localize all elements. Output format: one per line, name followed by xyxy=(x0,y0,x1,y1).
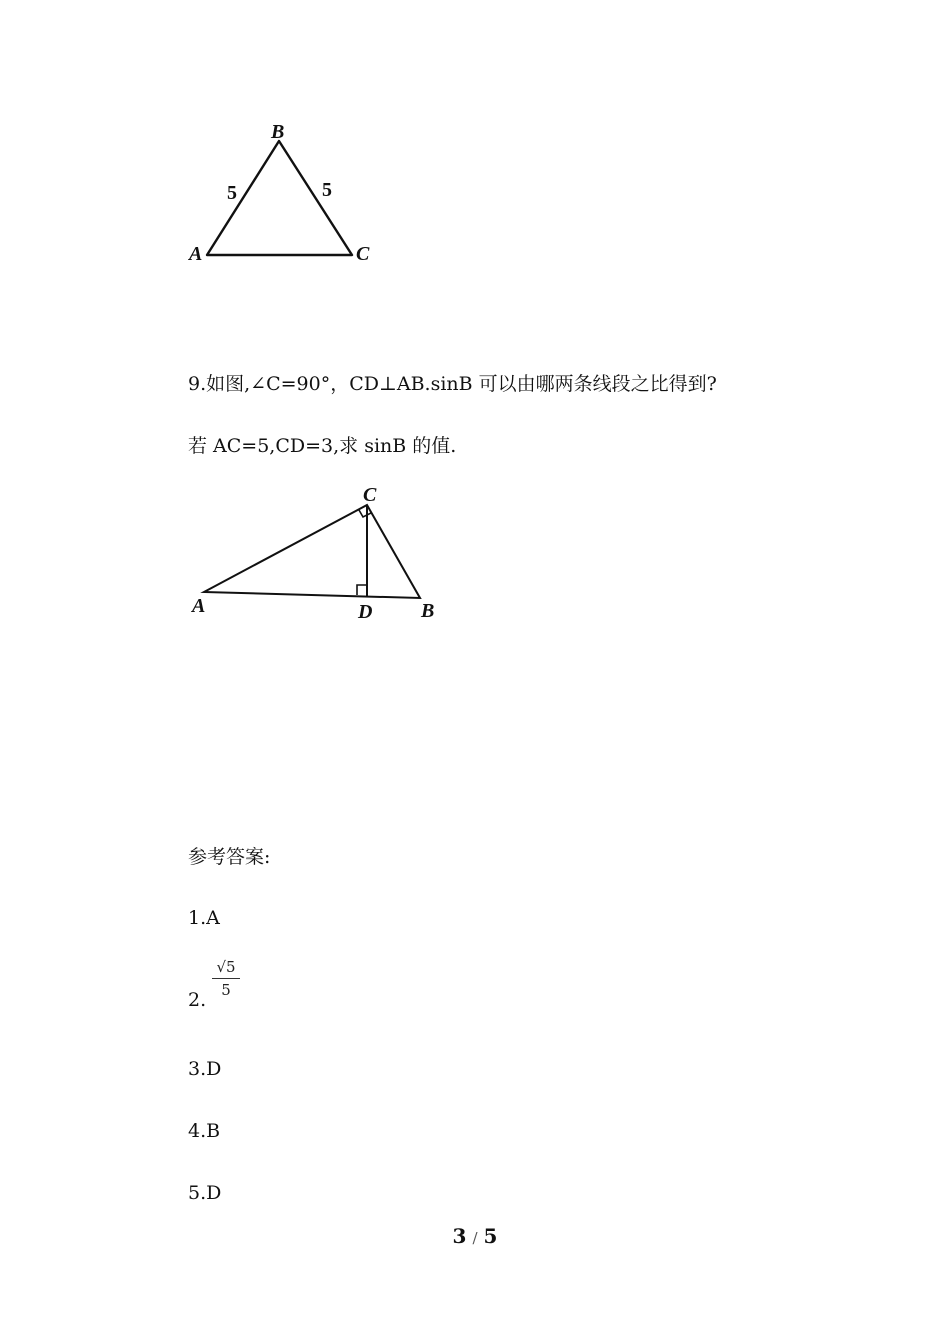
answer-4-value: B xyxy=(206,1120,221,1142)
side-label-ab: 5 xyxy=(227,182,237,204)
answer-5 xyxy=(188,1181,221,1205)
right-angle-mark-c xyxy=(359,510,371,517)
answers-heading: 参考答案: xyxy=(188,846,271,868)
triangle-figure-2 xyxy=(185,478,455,628)
total-pages: 5 xyxy=(483,1224,498,1248)
fraction-denominator: 5 xyxy=(221,981,231,999)
vertex-label-b: B xyxy=(271,121,285,143)
vertex-label-a: A xyxy=(192,595,206,617)
answer-3-number: 3. xyxy=(188,1058,207,1080)
answer-2-fraction xyxy=(212,958,240,999)
answer-1-number: 1. xyxy=(188,907,207,929)
vertex-label-b: B xyxy=(421,600,435,622)
answer-3-value: D xyxy=(206,1058,222,1080)
fraction-numerator: √5 xyxy=(212,958,240,979)
answer-1-value: A xyxy=(206,907,220,929)
vertex-label-a: A xyxy=(189,243,203,265)
current-page: 3 xyxy=(452,1224,467,1248)
vertex-label-c: C xyxy=(363,484,377,506)
vertex-label-d: D xyxy=(358,601,373,623)
question-9-line-1: 9.如图,∠C=90°，CD⊥AB.sinB 可以由哪两条线段之比得到? xyxy=(188,373,717,395)
page-separator: / xyxy=(472,1229,478,1247)
answer-3 xyxy=(188,1057,221,1081)
page-indicator xyxy=(0,1224,950,1248)
answer-4 xyxy=(188,1119,220,1143)
answer-1 xyxy=(188,906,220,930)
answer-2-number: 2. xyxy=(188,989,207,1011)
vertex-label-c: C xyxy=(356,243,370,265)
right-angle-mark-d xyxy=(357,585,367,595)
answer-5-value: D xyxy=(206,1182,222,1204)
answer-5-number: 5. xyxy=(188,1182,207,1204)
triangle-figure-1 xyxy=(180,115,400,275)
side-label-bc: 5 xyxy=(322,179,332,201)
answer-4-number: 4. xyxy=(188,1120,207,1142)
triangle-abc-right-shape xyxy=(204,505,420,598)
question-9-line-2: 若 AC=5,CD=3,求 sinB 的值. xyxy=(188,435,457,457)
